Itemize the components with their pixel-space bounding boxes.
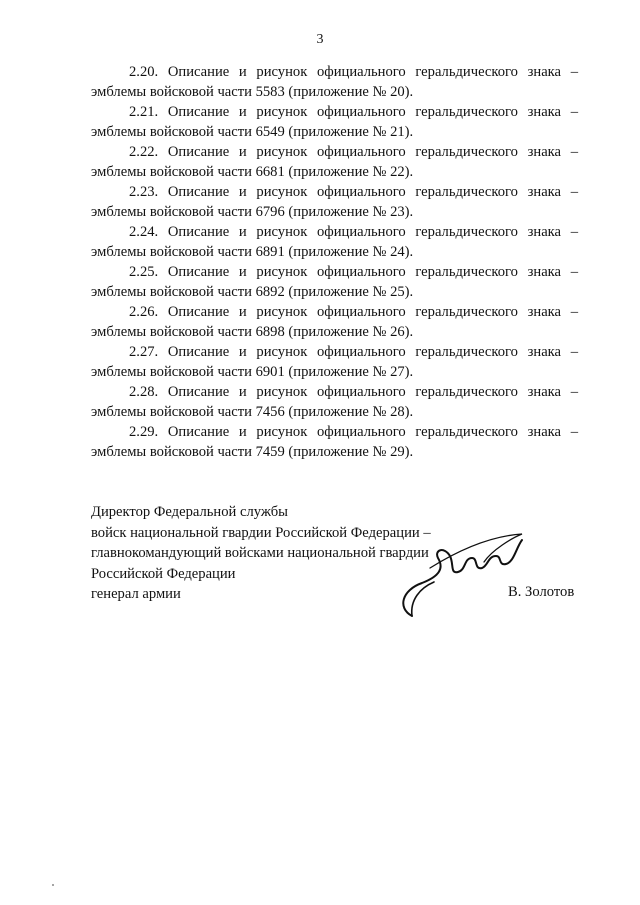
page-number: 3 xyxy=(316,32,324,47)
list-item xyxy=(91,422,578,462)
item-line-2: эмблемы войсковой части 7456 (приложение № 28). xyxy=(91,404,414,420)
signatory-title-line: главнокомандующий войсками национальной гвардии xyxy=(91,545,429,561)
item-line-1: 2.23. Описание и рисунок официального геральдического знака – xyxy=(129,184,578,200)
item-line-2: эмблемы войсковой части 6681 (приложение № 22). xyxy=(91,164,414,180)
list-item xyxy=(91,182,578,222)
item-line-2: эмблемы войсковой части 6549 (приложение № 21). xyxy=(91,124,414,140)
items-list xyxy=(91,62,578,462)
list-item xyxy=(91,102,578,142)
item-line-1: 2.20. Описание и рисунок официального геральдического знака – xyxy=(129,64,578,80)
item-line-1: 2.24. Описание и рисунок официального геральдического знака – xyxy=(129,224,578,240)
item-line-2: эмблемы войсковой части 7459 (приложение № 29). xyxy=(91,444,414,460)
item-line-1: 2.25. Описание и рисунок официального геральдического знака – xyxy=(129,264,578,280)
handwritten-signature xyxy=(392,528,532,618)
signer-name: В. Золотов xyxy=(508,584,575,600)
item-line-1: 2.21. Описание и рисунок официального геральдического знака – xyxy=(129,104,578,120)
list-item xyxy=(91,142,578,182)
item-line-1: 2.26. Описание и рисунок официального геральдического знака – xyxy=(129,304,578,320)
signatory-title-line: Российской Федерации xyxy=(91,565,236,582)
item-line-1: 2.28. Описание и рисунок официального геральдического знака – xyxy=(129,384,578,400)
item-line-2: эмблемы войсковой части 6892 (приложение № 25). xyxy=(91,284,414,300)
scan-speck xyxy=(52,884,54,886)
signature-block xyxy=(91,502,431,605)
item-line-2: эмблемы войсковой части 6898 (приложение № 26). xyxy=(91,324,414,340)
signatory-rank: генерал армии xyxy=(91,586,181,602)
list-item xyxy=(91,62,578,102)
list-item xyxy=(91,222,578,262)
list-item xyxy=(91,342,578,382)
item-line-2: эмблемы войсковой части 5583 (приложение № 20). xyxy=(91,84,414,100)
signatory-title-line: войск национальной гвардии Российской Федерации – xyxy=(91,524,431,541)
signatory-title-line: Директор Федеральной службы xyxy=(91,504,288,520)
item-line-1: 2.27. Описание и рисунок официального геральдического знака – xyxy=(129,344,578,360)
item-line-2: эмблемы войсковой части 6891 (приложение № 24). xyxy=(91,244,414,260)
item-line-2: эмблемы войсковой части 6901 (приложение № 27). xyxy=(91,364,414,380)
list-item xyxy=(91,382,578,422)
item-line-2: эмблемы войсковой части 6796 (приложение № 23). xyxy=(91,204,414,220)
list-item xyxy=(91,262,578,302)
list-item xyxy=(91,302,578,342)
item-line-1: 2.29. Описание и рисунок официального геральдического знака – xyxy=(129,424,578,440)
item-line-1: 2.22. Описание и рисунок официального геральдического знака – xyxy=(129,144,578,160)
